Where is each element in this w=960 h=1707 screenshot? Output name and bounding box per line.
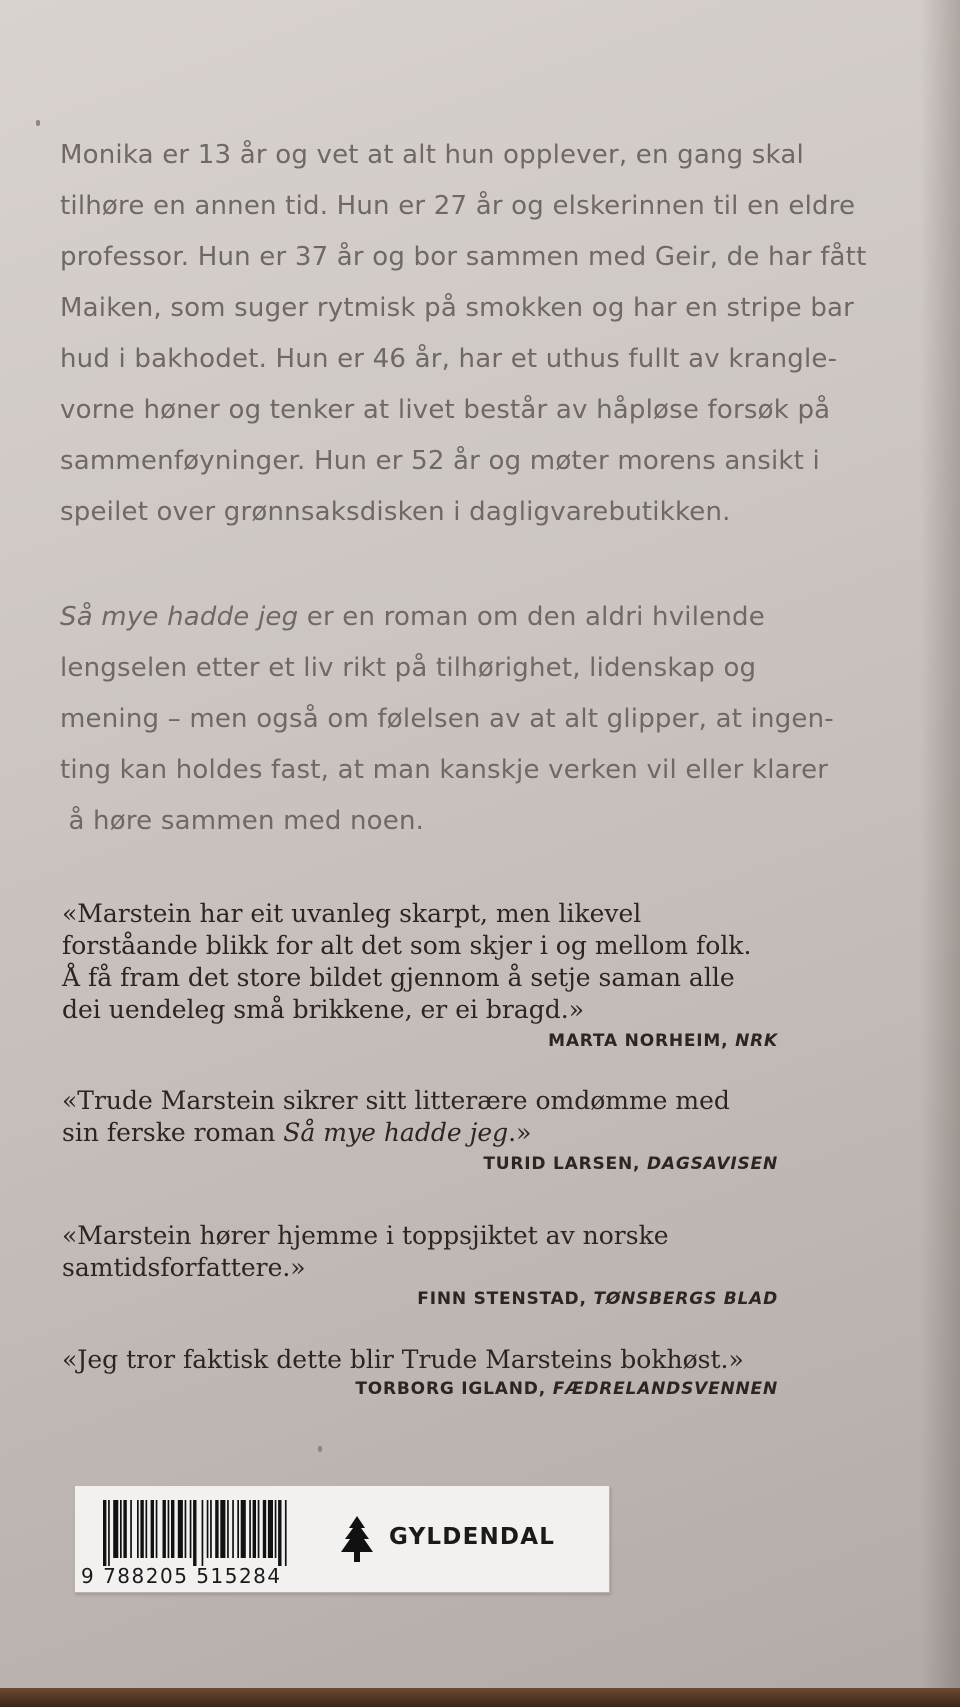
barcode-bar [123, 1500, 126, 1558]
fir-tree-icon [339, 1514, 375, 1564]
barcode-bar [215, 1500, 218, 1558]
barcode-bar [285, 1500, 287, 1566]
barcode-bar [120, 1500, 122, 1558]
reviewer-name: TURID LARSEN, [483, 1154, 647, 1174]
barcode-bar [275, 1500, 277, 1558]
description-line: ting kan holdes fast, at man kanskje verken vil eller klarer [60, 755, 829, 785]
description-line: å høre sammen med noen. [60, 806, 425, 836]
description-line: mening – men også om følelsen av at alt glipper, at ingen- [60, 704, 834, 734]
barcode-bar [258, 1500, 260, 1558]
cover-shadow [920, 0, 960, 1688]
quote-attribution [62, 1376, 778, 1402]
barcode-bar [253, 1500, 256, 1558]
review-quote [62, 1085, 782, 1179]
quote-line: «Jeg tror faktisk dette blir Trude Marsteins bokhøst.» [62, 1345, 744, 1374]
barcode-bar [232, 1500, 234, 1558]
barcode-bar [268, 1500, 273, 1558]
quote-line: «Trude Marstein sikrer sitt litterære omdømme med [62, 1086, 730, 1115]
description-line: lengselen etter et liv rikt på tilhørighet, lidenskap og [60, 653, 757, 683]
review-quote [62, 1344, 782, 1402]
review-quote [62, 1220, 782, 1314]
barcode-bar [207, 1500, 209, 1558]
barcode-bar [168, 1500, 170, 1558]
synopsis-line: Monika er 13 år og vet at alt hun opplever, en gang skal [60, 140, 804, 170]
synopsis-line: tilhøre en annen tid. Hun er 27 år og elskerinnen til en eldre [60, 191, 856, 221]
paper-speck [318, 1446, 322, 1452]
description-line [60, 592, 920, 643]
reviewer-name: FINN STENSTAD, [417, 1289, 594, 1309]
synopsis-line: speilet over grønnsaksdisken i dagligvarebutikken. [60, 497, 731, 527]
quote-line: «Marstein har eit uvanleg skarpt, men likevel [62, 899, 642, 928]
barcode-bar [241, 1500, 246, 1558]
reviewer-name: TORBORG IGLAND, [355, 1379, 553, 1399]
description-paragraph [60, 592, 920, 847]
barcode-bar [151, 1500, 154, 1558]
barcode-bar [237, 1500, 239, 1558]
barcode-bar [103, 1500, 106, 1566]
publication-name: TØNSBERGS BLAD [593, 1289, 778, 1309]
barcode-bar [263, 1500, 266, 1558]
reviewer-name: MARTA NORHEIM, [548, 1031, 736, 1051]
description-text: er en roman om den aldri hvilende [298, 602, 765, 632]
publication-name: DAGSAVISEN [646, 1154, 778, 1174]
barcode-bar [108, 1500, 110, 1566]
quote-attribution [62, 1026, 778, 1056]
synopsis-line: Maiken, som suger rytmisk på smokken og har en stripe bar [60, 293, 855, 323]
barcode-bar [227, 1500, 229, 1558]
barcode-bar [156, 1500, 158, 1558]
barcode-bar [249, 1500, 251, 1558]
barcode-bar [202, 1500, 204, 1566]
quote-attribution [62, 1284, 778, 1314]
barcode-bar [163, 1500, 166, 1558]
barcode-bar [193, 1500, 196, 1566]
barcode-bar [178, 1500, 183, 1558]
quote-line: forståande blikk for alt det som skjer i og mellom folk. [62, 931, 752, 960]
barcode-bar [140, 1500, 143, 1558]
barcode-label [74, 1485, 610, 1593]
publication-name: NRK [735, 1031, 778, 1051]
barcode-bar [220, 1500, 225, 1558]
book-title: Så mye hadde jeg [60, 602, 299, 632]
publisher-name: GYLDENDAL [389, 1524, 556, 1550]
quote-line: Å få fram det store bildet gjennom å setje saman alle [62, 963, 735, 992]
review-quote [62, 898, 782, 1056]
barcode-bar [130, 1500, 132, 1558]
synopsis-line: professor. Hun er 37 år og bor sammen med Geir, de har fått [60, 242, 867, 272]
barcode-bar [185, 1500, 187, 1558]
isbn-number: 9 788205 515284 [81, 1564, 282, 1588]
barcode-bar [146, 1500, 148, 1558]
quote-line [62, 1117, 782, 1149]
barcode-bar [113, 1500, 118, 1558]
publication-name: FÆDRELANDSVENNEN [552, 1379, 778, 1399]
quote-line: samtidsforfattere.» [62, 1253, 306, 1282]
quote-attribution [62, 1149, 778, 1179]
synopsis-paragraph [60, 130, 920, 538]
book-title: Så mye hadde jeg [283, 1118, 509, 1147]
quote-line: dei uendeleg små brikkene, er ei bragd.» [62, 995, 585, 1024]
quote-text: sin ferske roman [62, 1118, 284, 1147]
barcode-bar [137, 1500, 139, 1558]
table-edge [0, 1688, 960, 1707]
quote-text: .» [508, 1118, 532, 1147]
barcode-bar [278, 1500, 281, 1566]
synopsis-line: vorne høner og tenker at livet består av håpløse forsøk på [60, 395, 831, 425]
barcode-bar [190, 1500, 192, 1558]
synopsis-line: sammenføyninger. Hun er 52 år og møter morens ansikt i [60, 446, 820, 476]
paper-speck [36, 120, 40, 126]
quote-line: «Marstein hører hjemme i toppsjiktet av norske [62, 1221, 669, 1250]
barcode-bar [171, 1500, 174, 1558]
synopsis-line: hud i bakhodet. Hun er 46 år, har et uthus fullt av krangle- [60, 344, 838, 374]
barcode-bar [210, 1500, 212, 1558]
